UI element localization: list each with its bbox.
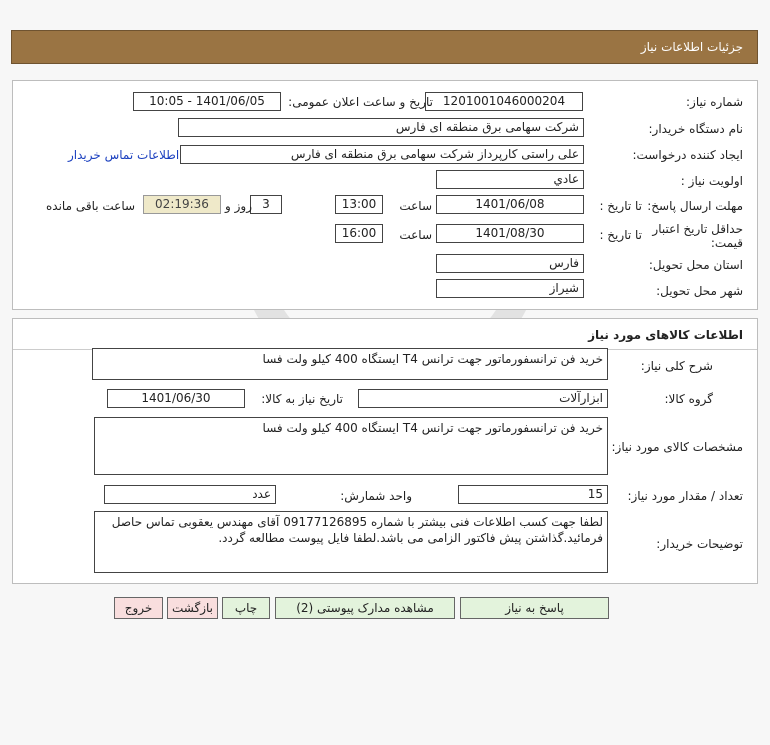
days-label: روز و bbox=[225, 199, 252, 213]
validity-label: حداقل تاریخ اعتبار قیمت: bbox=[652, 222, 743, 250]
priority-field: عادي bbox=[436, 170, 584, 189]
quantity-field: 15 bbox=[458, 485, 608, 504]
buyer-notes-field: لطفا جهت کسب اطلاعات فنی بیشتر با شماره 09177126895 آقای مهندس یعقوبی تماس حاصل فرمائید.گذاشتن پیش فاکتور الزامی می باشد.لطفا فایل پیوست مطالعه گردد. bbox=[94, 511, 608, 573]
deadline-label: مهلت ارسال پاسخ: bbox=[647, 199, 743, 213]
buyer-org-label: نام دستگاه خریدار: bbox=[648, 122, 743, 136]
need-number-field: 1201001046000204 bbox=[425, 92, 583, 111]
need-number-label: شماره نیاز: bbox=[686, 95, 743, 109]
city-label: شهر محل تحویل: bbox=[656, 284, 743, 298]
buyer-contact-link[interactable]: اطلاعات تماس خریدار bbox=[68, 148, 180, 162]
deadline-time-field: 13:00 bbox=[335, 195, 383, 214]
view-attachments-button[interactable]: مشاهده مدارک پیوستی (2) bbox=[275, 597, 455, 619]
specs-field: خرید فن ترانسفورماتور جهت ترانس T4 ایستگاه 400 کیلو ولت فسا bbox=[94, 417, 608, 475]
goods-group-label: گروه کالا: bbox=[664, 392, 713, 406]
specs-label: مشخصات کالای مورد نیاز: bbox=[611, 440, 743, 454]
buyer-org-field: شرکت سهامی برق منطقه ای فارس bbox=[178, 118, 584, 137]
creator-field: علی راستی کارپرداز شرکت سهامی برق منطقه ای فارس bbox=[180, 145, 584, 164]
goods-group-field: ابزارآلات bbox=[358, 389, 608, 408]
validity-time-label: ساعت bbox=[399, 228, 432, 242]
summary-field: خرید فن ترانسفورماتور جهت ترانس T4 ایستگاه 400 کیلو ولت فسا bbox=[92, 348, 608, 380]
announce-label: تاریخ و ساعت اعلان عمومی: bbox=[288, 95, 433, 109]
announce-field: 1401/06/05 - 10:05 bbox=[133, 92, 281, 111]
creator-label: ایجاد کننده درخواست: bbox=[632, 148, 743, 162]
province-field: فارس bbox=[436, 254, 584, 273]
deadline-date-field: 1401/06/08 bbox=[436, 195, 584, 214]
goods-section-title: اطلاعات کالاهای مورد نیاز bbox=[588, 328, 743, 342]
page-title: جزئیات اطلاعات نیاز bbox=[640, 40, 743, 54]
summary-label: شرح کلی نیاز: bbox=[640, 359, 713, 373]
need-date-label: تاریخ نیاز به کالا: bbox=[261, 392, 343, 406]
unit-field: عدد bbox=[104, 485, 276, 504]
deadline-time-label: ساعت bbox=[399, 199, 432, 213]
respond-button[interactable]: پاسخ به نیاز bbox=[460, 597, 609, 619]
city-field: شیراز bbox=[436, 279, 584, 298]
deadline-to-date-label: تا تاریخ : bbox=[599, 199, 642, 213]
priority-label: اولویت نیاز : bbox=[680, 174, 743, 188]
unit-label: واحد شمارش: bbox=[340, 489, 412, 503]
remaining-time-label: ساعت باقی مانده bbox=[46, 199, 136, 213]
buyer-notes-label: توضیحات خریدار: bbox=[656, 537, 743, 551]
exit-button[interactable]: خروج bbox=[114, 597, 163, 619]
quantity-label: تعداد / مقدار مورد نیاز: bbox=[627, 489, 743, 503]
need-date-field: 1401/06/30 bbox=[107, 389, 245, 408]
province-label: استان محل تحویل: bbox=[648, 258, 743, 272]
validity-date-field: 1401/08/30 bbox=[436, 224, 584, 243]
remaining-time-field: 02:19:36 bbox=[143, 195, 221, 214]
validity-time-field: 16:00 bbox=[335, 224, 383, 243]
days-remaining-field: 3 bbox=[250, 195, 282, 214]
page-header bbox=[11, 30, 758, 64]
back-button[interactable]: بازگشت bbox=[167, 597, 218, 619]
need-info-panel bbox=[12, 80, 758, 310]
print-button[interactable]: چاپ bbox=[222, 597, 270, 619]
validity-to-date-label: تا تاریخ : bbox=[599, 228, 642, 242]
